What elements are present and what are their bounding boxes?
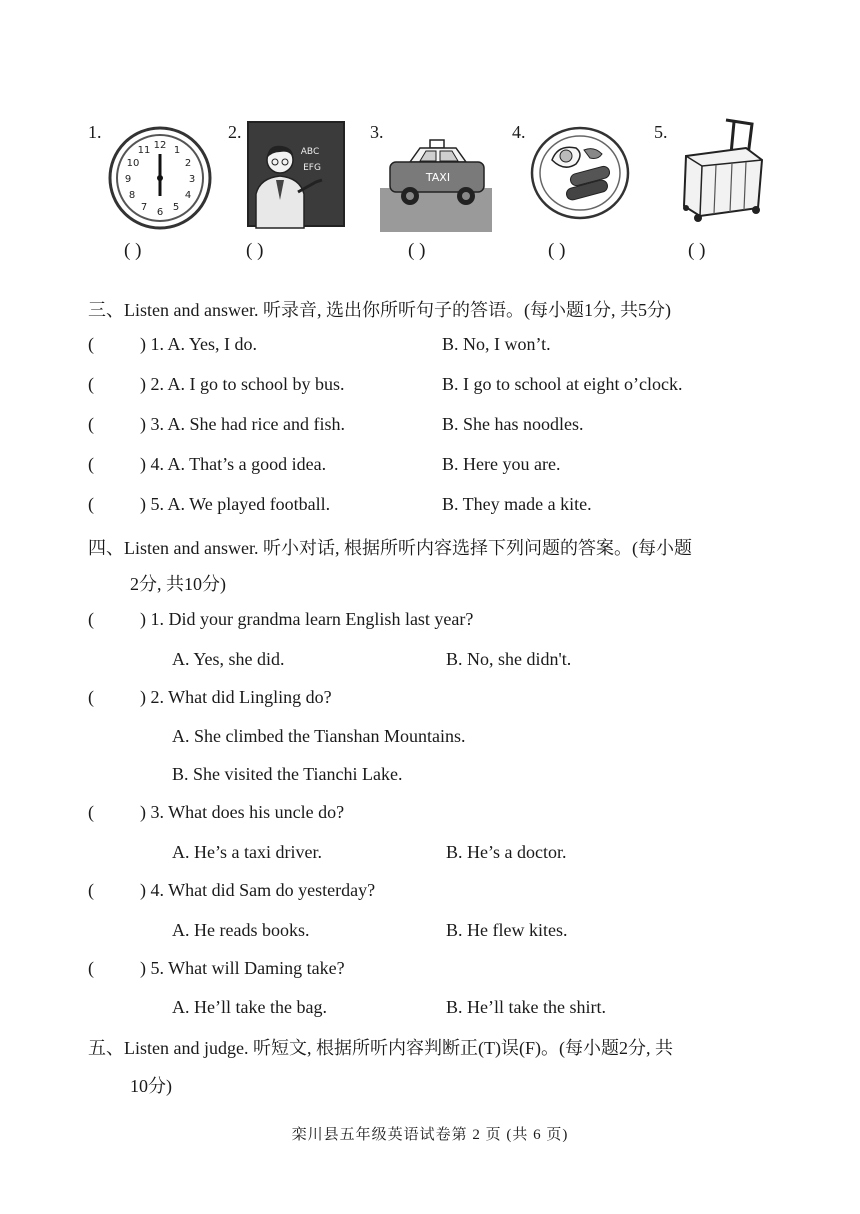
- option-b: B. She has noodles.: [442, 414, 584, 434]
- option-a: A. He’s a taxi driver.: [172, 842, 322, 862]
- picture-number-4: 4.: [512, 122, 526, 142]
- answer-bracket[interactable]: (: [88, 454, 94, 474]
- option-b: B. They made a kite.: [442, 494, 592, 514]
- answer-blank-2[interactable]: ( ): [246, 240, 264, 261]
- section-4-heading-cont: 2分, 共10分): [130, 574, 226, 594]
- question-text: ) 5. What will Daming take?: [140, 958, 345, 978]
- section-5-heading-cont: 10分): [130, 1076, 172, 1096]
- page-footer: 栾川县五年级英语试卷第 2 页 (共 6 页): [291, 1127, 569, 1143]
- answer-bracket[interactable]: (: [88, 414, 94, 434]
- option-a: A. She climbed the Tianshan Mountains.: [172, 726, 466, 746]
- question-text: ) 4. What did Sam do yesterday?: [140, 880, 376, 900]
- question-text: ) 3. What does his uncle do?: [140, 802, 345, 822]
- section-5-heading: 五、Listen and judge. 听短文, 根据所听内容判断正(T)误(F)。(每小题2分, 共: [88, 1038, 673, 1058]
- clock-label-9: 9: [124, 174, 132, 185]
- answer-bracket[interactable]: (: [88, 334, 94, 354]
- clock-label-12: 12: [153, 140, 167, 151]
- clock-label-3: 3: [188, 174, 196, 185]
- question-text: ) 1. Did your grandma learn English last year?: [140, 609, 474, 629]
- answer-bracket[interactable]: (: [88, 802, 94, 822]
- answer-bracket[interactable]: (: [88, 880, 94, 900]
- option-b: B. No, I won’t.: [442, 334, 551, 354]
- answer-bracket[interactable]: (: [88, 374, 94, 394]
- picture-number-1: 1.: [88, 122, 102, 142]
- option-a: ) 1. A. Yes, I do.: [140, 334, 258, 354]
- option-a: ) 2. A. I go to school by bus.: [140, 374, 345, 394]
- question-text: ) 2. What did Lingling do?: [140, 687, 332, 707]
- clock-label-7: 7: [140, 202, 148, 213]
- picture-number-3: 3.: [370, 122, 384, 142]
- clock-label-10: 10: [126, 158, 140, 169]
- option-b: B. Here you are.: [442, 454, 561, 474]
- option-b: B. He’s a doctor.: [446, 842, 567, 862]
- taxi-sign-label: TAXI: [425, 171, 451, 184]
- option-a: A. He’ll take the bag.: [172, 997, 327, 1017]
- board-label-abc: ABC: [300, 147, 320, 157]
- option-b: B. He flew kites.: [446, 920, 568, 940]
- answer-blank-1[interactable]: ( ): [124, 240, 142, 261]
- clock-icon: [104, 124, 216, 232]
- board-label-efg: EFG: [303, 163, 321, 173]
- answer-bracket[interactable]: (: [88, 958, 94, 978]
- taxi-icon: [380, 136, 492, 232]
- answer-blank-5[interactable]: ( ): [688, 240, 706, 261]
- option-a: A. He reads books.: [172, 920, 310, 940]
- section-4-heading: 四、Listen and answer. 听小对话, 根据所听内容选择下列问题的答案。(每小题: [88, 538, 692, 558]
- option-a: ) 4. A. That’s a good idea.: [140, 454, 327, 474]
- clock-label-1: 1: [173, 145, 181, 156]
- answer-bracket[interactable]: (: [88, 609, 94, 629]
- answer-bracket[interactable]: (: [88, 494, 94, 514]
- picture-number-2: 2.: [228, 122, 242, 142]
- answer-blank-3[interactable]: ( ): [408, 240, 426, 261]
- clock-label-4: 4: [184, 190, 192, 201]
- option-b: B. No, she didn't.: [446, 649, 572, 669]
- clock-label-2: 2: [184, 158, 192, 169]
- clock-label-8: 8: [128, 190, 136, 201]
- answer-bracket[interactable]: (: [88, 687, 94, 707]
- answer-blank-4[interactable]: ( ): [548, 240, 566, 261]
- option-b: B. He’ll take the shirt.: [446, 997, 606, 1017]
- clock-label-5: 5: [172, 202, 180, 213]
- clock-label-6: 6: [156, 207, 164, 218]
- suitcase-icon: [676, 116, 772, 224]
- option-a: ) 3. A. She had rice and fish.: [140, 414, 345, 434]
- section-3-heading: 三、Listen and answer. 听录音, 选出你所听句子的答语。(每小题1分, 共5分): [88, 300, 671, 320]
- plate-of-food-icon: [528, 124, 632, 222]
- option-b: B. She visited the Tianchi Lake.: [172, 764, 403, 784]
- picture-number-5: 5.: [654, 122, 668, 142]
- clock-label-11: 11: [137, 145, 151, 156]
- option-a: A. Yes, she did.: [172, 649, 285, 669]
- teacher-icon: [246, 120, 348, 230]
- option-a: ) 5. A. We played football.: [140, 494, 331, 514]
- option-b: B. I go to school at eight o’clock.: [442, 374, 683, 394]
